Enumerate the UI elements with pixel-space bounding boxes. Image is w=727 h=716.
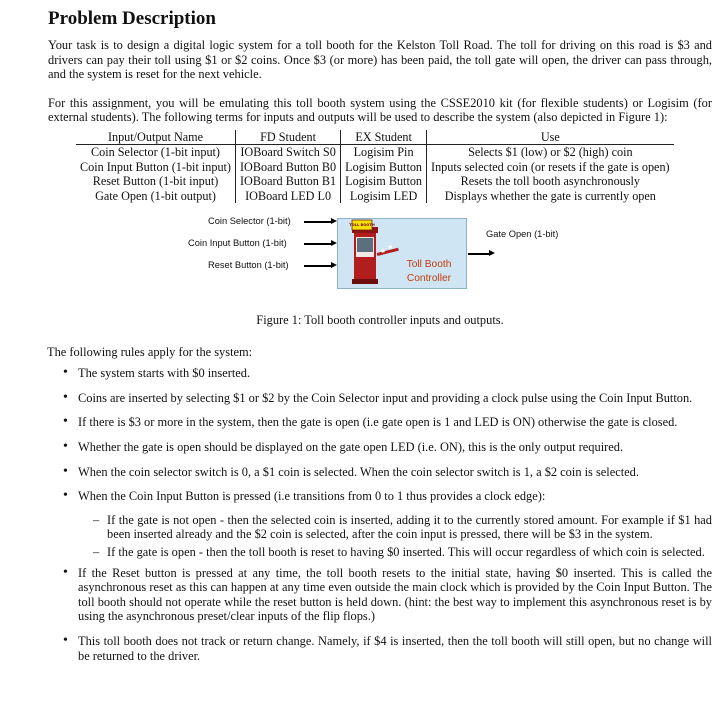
table-header: Input/Output Name: [76, 130, 236, 145]
table-cell: Selects $1 (low) or $2 (high) coin: [427, 145, 674, 160]
table-row: [76, 160, 674, 174]
io-table: [76, 130, 674, 203]
coin-selector-label: Coin Selector (1-bit): [208, 216, 291, 226]
reset-arrow: [304, 265, 332, 267]
toll-booth-sign: [349, 220, 375, 230]
coin-input-label: Coin Input Button (1-bit): [188, 238, 287, 248]
table-cell: Displays whether the gate is currently open: [427, 189, 674, 203]
table-cell: Logisim Button: [341, 174, 427, 188]
figure-caption: Figure 1: Toll booth controller inputs and outputs.: [256, 313, 504, 327]
intro-paragraph: Your task is to design a digital logic system for a toll booth for the Kelston Toll Road. The toll for driving on this road is $3 and drivers can pay their toll using $1 or $2 coins. Once $3 (or more) has been paid, the toll gate will open, the driver can pass through, and the system is reset for the next vehicle.: [48, 38, 712, 82]
table-cell: IOBoard LED L0: [236, 189, 341, 203]
coin-selector-arrow: [304, 221, 332, 223]
figure-diagram: [48, 211, 712, 313]
reset-label: Reset Button (1-bit): [208, 260, 289, 270]
table-cell: Coin Input Button (1-bit input): [80, 159, 231, 174]
subrules-list: [78, 513, 712, 560]
table-cell: Resets the toll booth asynchronously: [427, 174, 674, 188]
sublist-item: – If the gate is open - then the toll booth is reset to having $0 inserted. This will occur regardless of which coin is selected.: [78, 545, 712, 560]
table-cell: Logisim LED: [341, 189, 427, 203]
rules-list: [48, 366, 712, 663]
controller-label: [397, 258, 461, 286]
sublist-item: – If the gate is not open - then the selected coin is inserted, adding it to the currently stored amount. For example if $1 had been inserted already and the $2 coin is selected, after the coin input is pressed, there will be $3 in the system.: [78, 513, 712, 542]
table-cell: IOBoard Button B0: [236, 160, 341, 174]
rules-intro: The following rules apply for the system:: [47, 344, 253, 359]
table-cell: Gate Open (1-bit output): [95, 188, 216, 203]
list-item: • The system starts with $0 inserted.: [48, 366, 712, 381]
table-cell: Inputs selected coin (or resets if the gate is open): [427, 160, 674, 174]
table-cell: Reset Button (1-bit input): [92, 174, 219, 189]
list-item: • If there is $3 or more in the system, then the gate is open (i.e gate open is 1 and LED is ON) otherwise the gate is closed.: [48, 415, 712, 430]
table-header: EX Student: [341, 130, 427, 145]
list-item: • Coins are inserted by selecting $1 or $2 by the Coin Selector input and providing a clock pulse using the Coin Input Button.: [48, 391, 712, 406]
list-item: • Whether the gate is open should be displayed on the gate open LED (i.e. ON), this is the only output required.: [48, 440, 712, 455]
table-row: [76, 189, 674, 203]
gate-open-label: Gate Open (1-bit): [486, 229, 559, 239]
table-row: [76, 145, 674, 160]
list-item: • When the coin selector switch is 0, a $1 coin is selected. When the coin selector switch is 1, a $2 coin is selected.: [48, 465, 712, 480]
table-cell: Logisim Button: [341, 160, 427, 174]
controller-label-line1: Toll Booth: [406, 259, 452, 270]
list-item-text: When the Coin Input Button is pressed (i.e transitions from 0 to 1 thus provides a clock edge):: [78, 489, 546, 504]
controller-label-line2: Controller: [406, 273, 452, 284]
assignment-paragraph: For this assignment, you will be emulating this toll booth system using the CSSE2010 kit (for flexible students) or Logisim (for external students). The following terms for inputs and outputs will be used to describe the system (also depicted in Figure 1):: [48, 95, 712, 125]
table-header-row: [76, 130, 674, 145]
problem-description-page: [48, 8, 712, 673]
table-cell: Logisim Pin: [341, 145, 427, 160]
table-cell: Coin Selector (1-bit input): [91, 145, 220, 160]
table-row: [76, 174, 674, 188]
page-title: Problem Description: [48, 8, 216, 29]
list-item: • If the Reset button is pressed at any time, the toll booth resets to the initial state, having $0 inserted. This is called the asynchronous reset as this can happen at any time even outside the main clock which is provided by the Coin Input Button. The toll booth should not operate while the reset button is held down. (hint: the best way to implement this asynchronous reset is by using the asynchronous preset/clear inputs of the flip flops.): [48, 566, 712, 624]
table-cell: IOBoard Switch S0: [236, 145, 341, 160]
list-item: [48, 489, 712, 559]
table-header: Use: [427, 130, 674, 145]
list-item: • This toll booth does not track or return change. Namely, if $4 is inserted, then the toll booth will still open, but no change will be returned to the driver.: [48, 634, 712, 663]
toll-booth-sign-text: TOLL BOOTH: [349, 223, 375, 227]
table-cell: IOBoard Button B1: [236, 174, 341, 188]
table-header: FD Student: [236, 130, 341, 145]
toll-booth-controller-box: [337, 218, 467, 289]
coin-input-arrow: [304, 243, 332, 245]
gate-open-arrow: [468, 253, 490, 255]
